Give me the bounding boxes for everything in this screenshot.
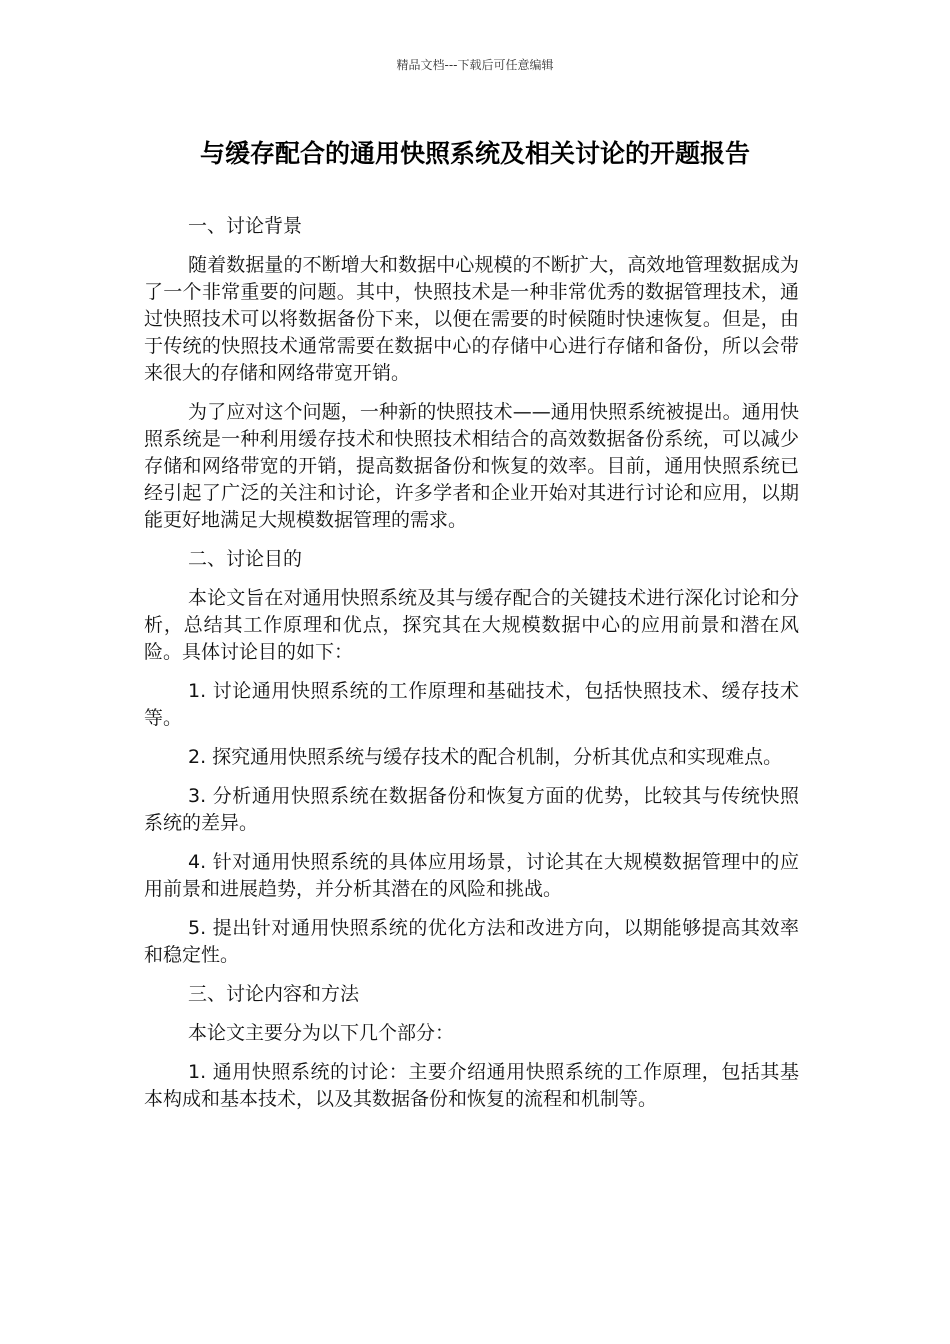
list-item-goal-4: 4. 针对通用快照系统的具体应用场景，讨论其在大规模数据管理中的应用前景和进展趋势，并分析其潜在的风险和挑战。 — [144, 851, 799, 900]
paragraph-background-2: 为了应对这个问题，一种新的快照技术——通用快照系统被提出。通用快照系统是一种利用缓存技术和快照技术相结合的高效数据备份系统，可以减少存储和网络带宽的开销，提高数据备份和恢复的效率。目前，通用快照系统已经引起了广泛的关注和讨论，许多学者和企业开始对其进行讨论和应用，以期能更好地满足大规模数据管理的需求。 — [144, 401, 799, 531]
section-heading-goal: 二、讨论目的 — [188, 548, 303, 570]
document-title: 与缓存配合的通用快照系统及相关讨论的开题报告 — [199, 139, 750, 168]
header-note: 精品文档---下载后可任意编辑 — [396, 58, 554, 72]
list-item-goal-5: 5. 提出针对通用快照系统的优化方法和改进方向，以期能够提高其效率和稳定性。 — [144, 917, 799, 966]
list-item-goal-3: 3. 分析通用快照系统在数据备份和恢复方面的优势，比较其与传统快照系统的差异。 — [144, 785, 799, 834]
paragraph-background-1: 随着数据量的不断增大和数据中心规模的不断扩大，高效地管理数据成为了一个非常重要的问题。其中，快照技术是一种非常优秀的数据管理技术，通过快照技术可以将数据备份下来，以便在需要的时候随时快速恢复。但是，由于传统的快照技术通常需要在数据中心的存储中心进行存储和备份，所以会带来很大的存储和网络带宽开销。 — [144, 254, 799, 384]
section-heading-background: 一、讨论背景 — [188, 215, 303, 237]
section-heading-method: 三、讨论内容和方法 — [188, 983, 360, 1005]
document-body — [144, 213, 799, 1125]
list-item-goal-1: 1. 讨论通用快照系统的工作原理和基础技术，包括快照技术、缓存技术等。 — [144, 680, 799, 729]
list-item-method-1: 1. 通用快照系统的讨论：主要介绍通用快照系统的工作原理，包括其基本构成和基本技术，以及其数据备份和恢复的流程和机制等。 — [144, 1061, 799, 1110]
list-item-goal-2: 2. 探究通用快照系统与缓存技术的配合机制，分析其优点和实现难点。 — [188, 746, 783, 768]
paragraph-method-intro: 本论文主要分为以下几个部分： — [188, 1022, 455, 1044]
paragraph-goal-intro: 本论文旨在对通用快照系统及其与缓存配合的关键技术进行深化讨论和分析，总结其工作原理和优点，探究其在大规模数据中心的应用前景和潜在风险。具体讨论目的如下： — [144, 587, 799, 663]
